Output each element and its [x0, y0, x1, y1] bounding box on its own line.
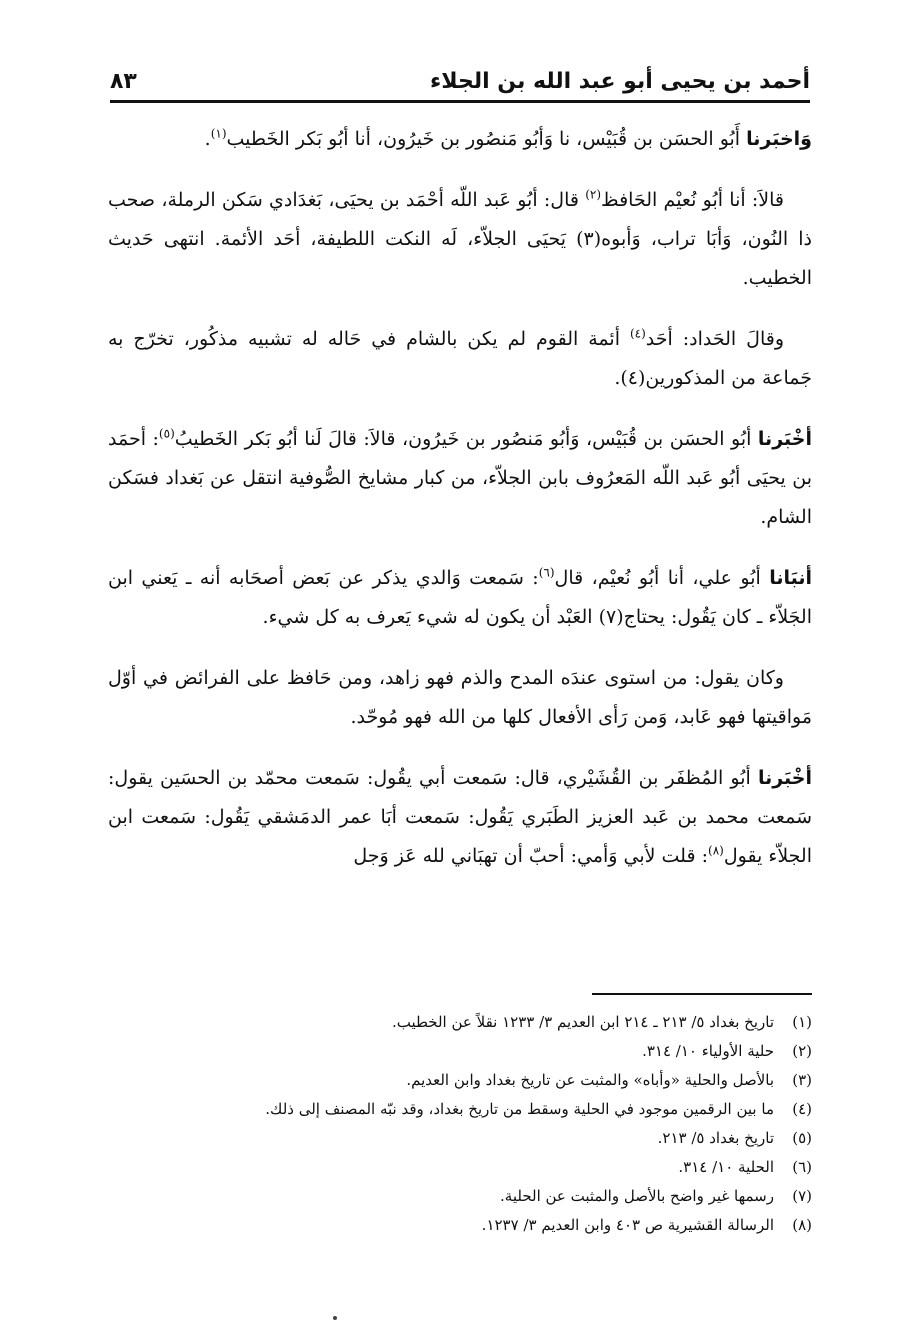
footnote-number: (٢) — [792, 1042, 812, 1060]
footnote-text: تاريخ بغداد ٥/ ٢١٣. — [657, 1129, 774, 1147]
paragraph-text: أَبُو الحسَن بن قُبَيْس، نا وَأبُو مَنصُور بن خَيرُون، أنا أبُو بَكر الخَطيب — [226, 128, 747, 150]
footnote-item — [108, 1182, 812, 1211]
footnote-text: الرسالة القشيرية ص ٤٠٣ وابن العديم ٣/ ١٢٣٧. — [481, 1216, 774, 1234]
footnote-ref: (٦) — [538, 565, 555, 580]
paragraph-tail: أئمة القوم لم يكن بالشام في حَاله له تشبيه مذكُور، تخرّج به جَماعة من المذكورين(٤). — [108, 328, 812, 389]
footnote-number: (١) — [792, 1013, 812, 1031]
paragraph-tail: . — [204, 128, 211, 150]
paragraph-lead: أخْبَرنا — [757, 428, 812, 450]
footnote-text: حلية الأولياء ١٠/ ٣١٤. — [642, 1042, 774, 1060]
footnote-ref: (٢) — [585, 187, 602, 202]
footnote-text: بالأصل والحلية «وأباه» والمثبت عن تاريخ بغداد وابن العديم. — [406, 1071, 774, 1089]
footnote-ref: (٨) — [708, 843, 724, 858]
footnote-item — [108, 1211, 812, 1240]
paragraph-5 — [108, 559, 812, 637]
footnote-ref: (٥) — [158, 426, 175, 441]
paragraph-lead: أنبَانا — [769, 567, 812, 589]
paragraph-text: أبُو علي، أنا أبُو نُعيْم، قال — [554, 567, 770, 589]
footnote-ref: (٤) — [629, 326, 646, 341]
paragraph-2 — [108, 181, 812, 298]
footnote-number: (٥) — [792, 1129, 812, 1147]
paragraph-lead: أخْبَرنا — [757, 767, 812, 789]
footnote-text: تاريخ بغداد ٥/ ٢١٣ ـ ٢١٤ ابن العديم ٣/ ١٢٣٣ نقلاً عن الخطيب. — [391, 1013, 774, 1031]
paragraph-6 — [108, 659, 812, 737]
page-header — [110, 50, 810, 103]
main-text — [108, 120, 812, 898]
footnote-item — [108, 1095, 812, 1124]
footnote-ref: (١) — [210, 126, 227, 141]
footnote-item — [108, 1037, 812, 1066]
footnote-text: ما بين الرقمين موجود في الحلية وسقط من تاريخ بغداد، وقد نبّه المصنف إلى ذلك. — [265, 1100, 774, 1118]
paragraph-text: وقالَ الحَداد: أحَد — [645, 328, 784, 350]
footnote-number: (٧) — [792, 1187, 812, 1205]
footnote-item — [108, 1066, 812, 1095]
footnote-number: (٤) — [792, 1100, 812, 1118]
footnote-number: (٦) — [792, 1158, 812, 1176]
footnote-item — [108, 1008, 812, 1037]
footnote-number: (٨) — [792, 1216, 812, 1234]
running-title: أحمد بن يحيى أبو عبد الله بن الجلاء — [430, 69, 810, 94]
paragraph-3 — [108, 320, 812, 398]
footnote-item — [108, 1124, 812, 1153]
footnote-number: (٣) — [792, 1071, 812, 1089]
paragraph-tail: : قلت لأبي وَأمي: أحبّ أن تهبَاني لله عَز وَجل — [353, 845, 708, 867]
footnote-divider — [592, 993, 812, 995]
footnote-text: الحلية ١٠/ ٣١٤. — [678, 1158, 774, 1176]
paragraph-text: أبُو الحسَن بن قُبَيْس، وَأبُو مَنصُور بن خَيرُون، قالاَ: قالَ لَنا أبُو بَكر الخَطيبُ — [174, 428, 758, 450]
paragraph-4 — [108, 420, 812, 537]
paragraph-7 — [108, 759, 812, 876]
footnotes-list — [108, 1008, 812, 1240]
paragraph-tail: : سَمعت وَالدي يذكر عن بَعض أصحَابه أنه ـ يَعني ابن الجَلاّء ـ كان يَقُول: يحتاج(٧) العَبْد أن يكون له شيء يَعرف به كل شيء. — [108, 567, 812, 628]
paragraph-text: قالاَ: أنا أبُو نُعيْم الحَافظ — [601, 189, 785, 211]
paragraph-tail: قال: أبُو عَبد اللّه أحْمَد بن يحيَى، بَغدَادي سَكن الرملة، صحب ذا النُون، وَأبَا تراب، وَأبوه(٣) يَحيَى الجلاّء، لَه النكت اللطيفة، أحَد الأئمة. انتهى حَديث الخطيب. — [108, 189, 812, 289]
paragraph-text: أبُو المُظفَر بن القُشَيْري، قال: سَمعت أبي يقُول: سَمعت محمّد بن الحسَين يقول: سَمعت محمد بن عَبد العزيز الطَبَري يَقُول: سَمعت أبَا عمر الدمَشقي يَقُول: سَمعت ابن الجلاّء يقول — [108, 767, 812, 867]
footnote-item — [108, 1153, 812, 1182]
page-number: ٨٣ — [110, 69, 137, 94]
paragraph-lead: وَاخبَرنا — [746, 128, 812, 150]
paragraph-tail: : أحمَد بن يحيَى أبُو عَبد اللّه المَعرُوف بابن الجلاّء، من كبار مشايخ الصُّوفية انتقل عن بَغداد فسَكن الشام. — [108, 428, 812, 528]
footnote-text: رسمها غير واضح بالأصل والمثبت عن الحلية. — [500, 1187, 774, 1205]
scan-speck — [333, 1316, 337, 1320]
paragraph-1 — [108, 120, 812, 159]
paragraph-text: وكان يقول: من استوى عندَه المدح والذم فهو زاهد، ومن حَافظ على الفرائض في أوّل مَواقيتها فهو عَابد، وَمن رَأى الأفعال كلها من الله فهو مُوحّد. — [108, 667, 812, 728]
